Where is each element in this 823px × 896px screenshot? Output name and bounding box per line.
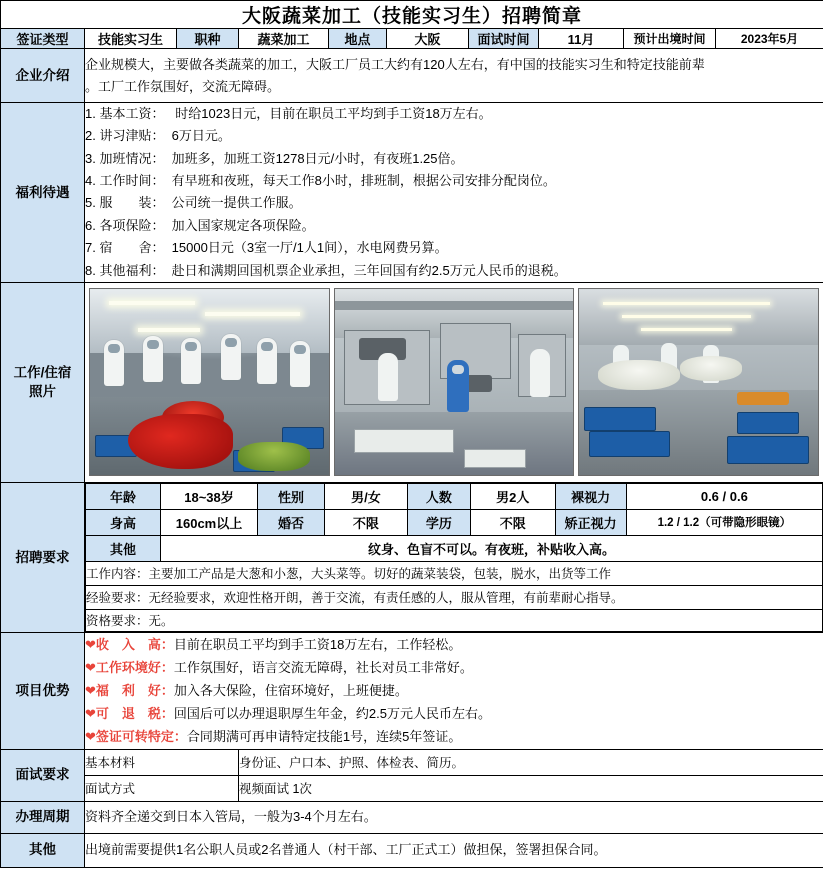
departure-time-label: 预计出境时间 <box>624 29 716 49</box>
photo3-white-produce <box>680 356 742 380</box>
other-requirement-value: 纹身、色盲不可以。有夜班，补贴收入高。 <box>160 535 822 561</box>
departure-time-value: 2023年5月 <box>716 29 823 49</box>
page-title: 大阪蔬菜加工（技能实习生）招聘简章 <box>1 1 823 29</box>
photo3-light-beam <box>622 315 751 318</box>
advantage-key: 可 退 税： <box>95 706 174 722</box>
advantages-label: 项目优势 <box>1 632 85 749</box>
heart-icon: ❤ <box>85 660 96 675</box>
company-intro-line-1: 企业规模大，主要做各类蔬菜的加工，大阪工厂员工大约有120人左右，有中国的技能实习生和特定技能前辈 <box>85 57 705 73</box>
photo1-lamp <box>138 328 200 332</box>
corrected-vision-value: 1.2 / 1.2（可带隐形眼镜） <box>626 509 822 535</box>
photo1-worker <box>104 340 124 386</box>
visa-type-value: 技能实习生 <box>85 29 177 49</box>
advantage-item <box>85 679 823 702</box>
interview-time-value: 11月 <box>539 29 624 49</box>
age-label: 年龄 <box>86 483 161 509</box>
gender-label: 性别 <box>258 483 325 509</box>
heart-icon: ❤ <box>85 636 96 652</box>
welfare-item: 7. 宿 舍： 15000日元（3室一厅/1人1间），水电网费另算。 <box>85 240 448 256</box>
height-value: 160cm以上 <box>160 509 257 535</box>
marital-value: 不限 <box>324 509 407 535</box>
requirements-label: 招聘要求 <box>1 482 85 632</box>
advantage-text: 回国后可以办理退职厚生年金，约2.5万元人民币左右。 <box>173 706 491 722</box>
photo2-tray <box>464 449 526 468</box>
welfare-item: 1. 基本工资： 时给1023日元，目前在职员工平均到手工资18万左右。 <box>85 106 492 121</box>
basic-materials-value: 身份证、户口本、护照、体检表、简历。 <box>239 749 823 775</box>
photo1-worker <box>290 341 310 387</box>
photo1-lamp <box>205 312 300 316</box>
education-label: 学历 <box>407 509 470 535</box>
photo1-worker <box>221 334 241 380</box>
photos-label <box>1 282 85 482</box>
other-label: 其他 <box>1 833 85 867</box>
vegetable-sorting-line-photo <box>89 288 330 476</box>
welfare-item: 4. 工作时间： 有早班和夜班，每天工作8小时，排班制，根据公司安排分配岗位。 <box>85 173 556 189</box>
advantages-list <box>85 632 823 749</box>
height-label: 身高 <box>86 509 161 535</box>
interview-method-value: 视频面试 1次 <box>239 775 823 801</box>
process-period-label: 办理周期 <box>1 801 85 833</box>
photo3-crate <box>737 412 799 434</box>
advantage-text: 加入各大保险，住宿环境好，上班便捷。 <box>173 683 408 699</box>
photo3-crate <box>727 436 808 464</box>
welfare-list <box>85 103 823 283</box>
job-label: 职种 <box>177 29 239 49</box>
photo-strip <box>85 284 823 480</box>
company-intro-line-2: 。工厂工作氛围好，交流无障碍。 <box>85 78 281 94</box>
welfare-item: 5. 服 装： 公司统一提供工作服。 <box>85 195 302 211</box>
photo1-worker <box>143 336 163 382</box>
heart-icon: ❤ <box>85 683 96 699</box>
other-value: 出境前需要提供1名公职人员或2名普通人（村干部、工厂正式工）做担保，签署担保合同。 <box>85 833 823 867</box>
basic-materials-label: 基本材料 <box>85 749 239 775</box>
company-intro-label: 企业介绍 <box>1 49 85 103</box>
interview-method-label: 面试方式 <box>85 775 239 801</box>
headcount-label: 人数 <box>407 483 470 509</box>
photo1-red-produce <box>128 414 233 470</box>
photo3-white-produce <box>598 360 679 390</box>
naked-vision-value: 0.6 / 0.6 <box>626 483 822 509</box>
age-value: 18~38岁 <box>160 483 257 509</box>
advantage-item <box>85 702 823 725</box>
welfare-label: 福利待遇 <box>1 103 85 283</box>
photo2-worker-white <box>530 349 550 397</box>
advantage-item <box>85 725 823 748</box>
processing-machinery-photo <box>334 288 575 476</box>
advantage-key: 签证可转特定： <box>95 729 187 745</box>
photos-label-line-1: 工作/住宿 <box>13 364 72 380</box>
corrected-vision-label: 矫正视力 <box>555 509 626 535</box>
packing-hall-photo <box>578 288 819 476</box>
place-label: 地点 <box>329 29 387 49</box>
advantage-text: 目前在职员工平均到手工资18万左右，工作轻松。 <box>173 636 462 652</box>
photo2-duct <box>335 301 574 310</box>
requirements-grid <box>85 483 823 632</box>
welfare-item: 2. 讲习津贴： 6万日元。 <box>85 128 231 144</box>
qualification-note: 资格要求：无。 <box>86 609 823 631</box>
photo3-light-beam <box>603 302 770 305</box>
photos-label-line-2: 照片 <box>29 384 56 400</box>
education-value: 不限 <box>470 509 555 535</box>
advantage-key: 工作环境好： <box>95 660 174 675</box>
requirements-cell <box>85 482 823 632</box>
photo2-worker-blue <box>447 360 469 412</box>
advantage-text: 工作氛围好，语言交流无障碍，社长对员工非常好。 <box>173 660 473 675</box>
company-intro-text <box>85 49 823 103</box>
advantage-key: 收 入 高： <box>95 636 174 652</box>
other-requirement-label: 其他 <box>86 535 161 561</box>
photo1-lamp <box>109 301 195 305</box>
job-value: 蔬菜加工 <box>239 29 329 49</box>
gender-value: 男/女 <box>324 483 407 509</box>
photos-cell <box>85 282 823 482</box>
naked-vision-label: 裸视力 <box>555 483 626 509</box>
photo3-light-beam <box>641 328 732 331</box>
photo1-green-produce <box>238 442 310 472</box>
headcount-value: 男2人 <box>470 483 555 509</box>
photo2-tray <box>354 429 454 453</box>
work-content-note: 工作内容：主要加工产品是大葱和小葱，大头菜等。切好的蔬菜装袋，包装，脱水，出货等工作 <box>86 561 823 585</box>
photo1-worker <box>181 338 201 384</box>
photo2-worker-white <box>378 353 398 401</box>
photo3-crate <box>589 431 670 457</box>
experience-note: 经验要求：无经验要求，欢迎性格开朗，善于交流，有责任感的人，服从管理，有前辈耐心指导。 <box>86 585 823 609</box>
welfare-item: 3. 加班情况： 加班多，加班工资1278日元/小时，有夜班1.25倍。 <box>85 150 464 166</box>
heart-icon: ❤ <box>85 706 96 722</box>
process-period-value: 资料齐全递交到日本入管局，一般为3-4个月左右。 <box>85 801 823 833</box>
photo1-worker <box>257 338 277 384</box>
photo3-orange-produce <box>737 392 790 405</box>
advantage-text: 合同期满可再申请特定技能1号，连续5年签证。 <box>186 729 462 745</box>
visa-type-label: 签证类型 <box>1 29 85 49</box>
photo3-crate <box>584 407 656 431</box>
marital-label: 婚否 <box>258 509 325 535</box>
welfare-item: 6. 各项保险： 加入国家规定各项保险。 <box>85 217 315 233</box>
place-value: 大阪 <box>387 29 469 49</box>
interview-time-label: 面试时间 <box>469 29 539 49</box>
advantage-key: 福 利 好： <box>95 683 174 699</box>
welfare-item: 8. 其他福利： 赴日和满期回国机票企业承担，三年回国有约2.5万元人民币的退税。 <box>85 262 567 278</box>
advantage-item <box>85 656 823 679</box>
advantage-item <box>85 633 823 656</box>
heart-icon: ❤ <box>85 729 96 745</box>
interview-requirements-label: 面试要求 <box>1 749 85 801</box>
